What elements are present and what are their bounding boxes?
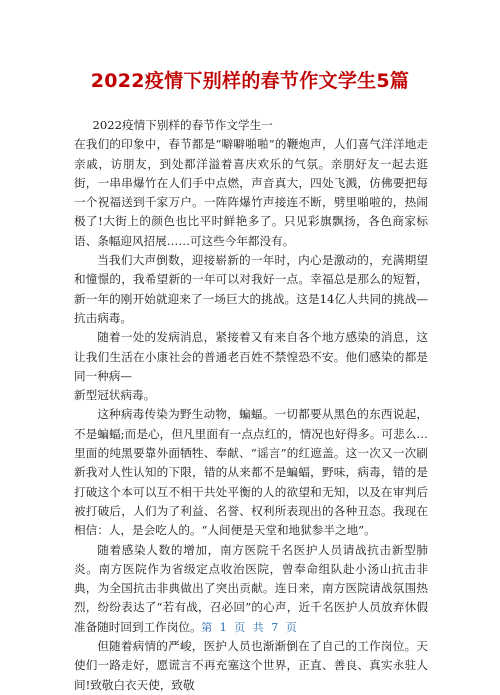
paragraph: 新型冠状病毒。: [74, 388, 156, 403]
paragraph: 但随着病情的严峻，医护人员也渐渐倒在了自己的工作岗位。天使们一路走好，愿谎言不再充塞这个世界，正直、善良、真实永驻人间!致敬白衣天使，致敬: [74, 639, 428, 692]
document-title: 2022疫情下别样的春节作文学生5篇: [90, 70, 410, 92]
paragraph: 随着感染人数的增加，南方医院千名医护人员请战抗击新型肺炎。南方医院作为省级定点收治医院，曾奉命组队赴小汤山抗击非典，为全国抗击非典做出了突出贡献。连日来，南方医院请战氛围热烈，纷纷表达了“若有战，召必回”的心声，近千名医护人员放弃休假准备随时回到工作岗位。: [74, 542, 428, 634]
paragraph: 随着一处的发病消息，紧接着又有来自各个地方感染的消息，这让我们生活在小康社会的普通老百姓不禁惶恐不安。他们感染的都是同一种病—: [74, 330, 428, 383]
paragraph: 这种病毒传染为野生动物，蝙蝠。一切都要从黑色的东西说起，不是蝙蝠;而是心，但凡里面有一点点红的，情况也好得多。可悲么…里面的纯黑要靠外面牺牲、奉献、“谣言”的红遮盖。这一次又一次刷新我对人性认知的下限，错的从来都不是蝙蝠，野味，病毒，错的是打破这个本可以互不相干共处平衡的人的欲望和无知，以及在审判后被打破后，人们为了利益、名誉、权利所表现出的各种丑态。我现在相信：人，是会吃人的。“人间便是天堂和地狱参半之地”。: [74, 407, 428, 538]
paragraph: 当我们大声倒数，迎接崭新的一年时，内心是激动的，充满期望和憧憬的，我希望新的一年可以对我好一点。幸福总是那么的短暂，新一年的刚开始就迎来了一场巨大的挑战。这是14亿人共同的挑战—抗击病毒。: [74, 253, 428, 325]
document-body: [74, 116, 428, 695]
section-heading: 2022疫情下别样的春节作文学生一: [92, 118, 273, 132]
page-number-footer: 第 1 页 共 7 页: [201, 621, 299, 634]
paragraph: 在我们的印象中，春节都是“噼噼啪啪”的鞭炮声，人们喜气洋洋地走亲戚，访朋友，到处都洋溢着喜庆欢乐的气氛。亲朋好友一起去逛街，一串串爆竹在人们手中点燃，声音真大，四处飞溅，仿佛要把每一个祝福送到千家万户。一阵阵爆竹声接连不断，劈里啪啦的，热闹极了!大街上的颜色也比平时鲜艳多了。只见彩旗飘扬，各色商家标语、条幅迎风招展……可这些今年都没有。: [74, 137, 428, 248]
